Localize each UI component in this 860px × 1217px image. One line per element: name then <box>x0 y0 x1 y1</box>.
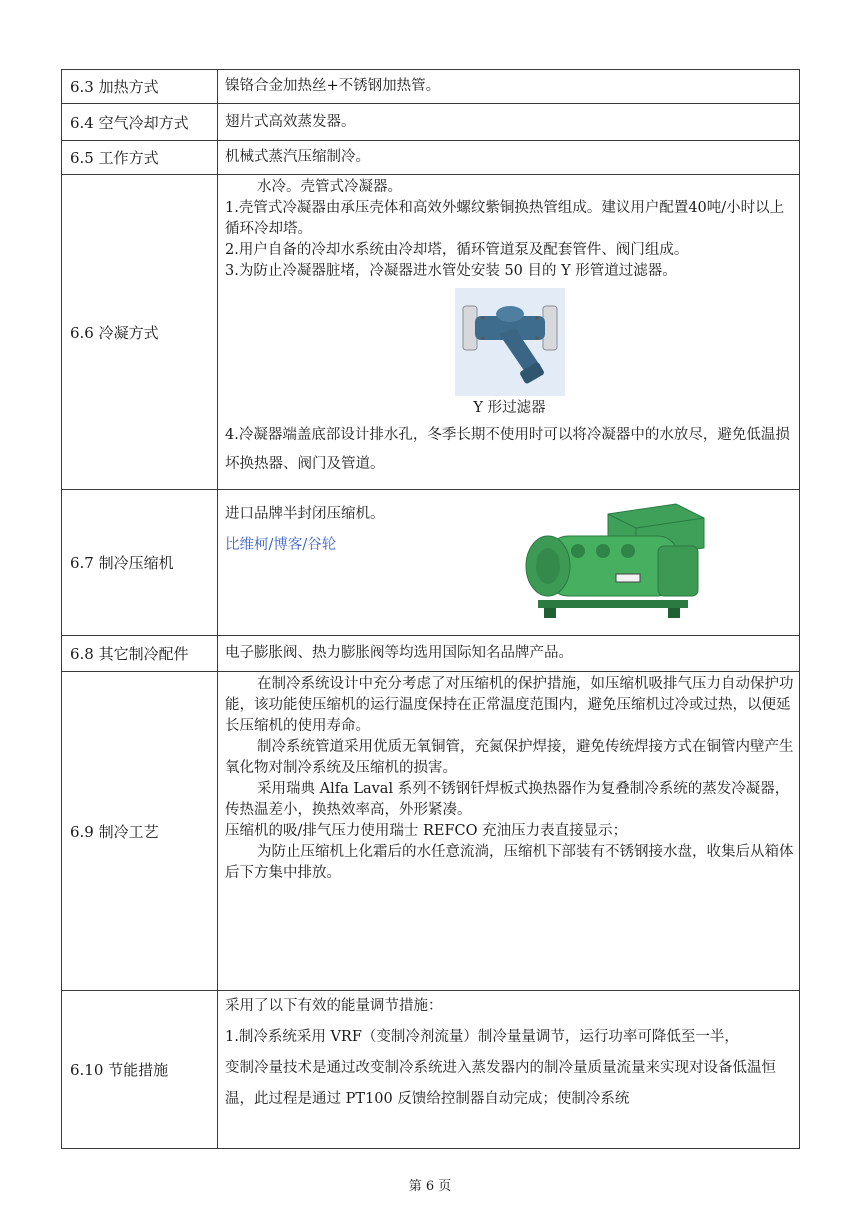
process-para-4: 压缩机的吸/排气压力使用瑞士 REFCO 充油压力表直接显示； <box>225 823 628 839</box>
compressor-photo <box>508 496 726 624</box>
condense-item-4: 4.冷凝器端盖底部设计排水孔，冬季长期不使用时可以将冷凝器中的水放尽，避免低温损坏换热器、阀门及管道。 <box>225 427 790 472</box>
row-6-10 <box>62 991 800 1149</box>
energy-intro: 采用了以下有效的能量调节措施： <box>225 998 443 1014</box>
energy-item-1: 1.制冷系统采用 VRF（变制冷剂流量）制冷量量调节，运行功率可降低至一半， <box>225 1029 739 1045</box>
row-6-9 <box>62 672 800 991</box>
spec-table <box>61 69 800 1149</box>
row-content: 机械式蒸汽压缩制冷。 <box>218 141 800 175</box>
condense-item-2: 2.用户自备的冷却水系统由冷却塔，循环管道泵及配套管件、阀门组成。 <box>225 242 689 258</box>
row-content: 电子膨胀阀、热力膨胀阀等均选用国际知名品牌产品。 <box>218 636 800 672</box>
row-6-4 <box>62 104 800 141</box>
y-strainer-photo <box>455 288 565 396</box>
row-6-6 <box>62 175 800 490</box>
row-label: 6.3 加热方式 <box>62 70 218 104</box>
row-label: 6.7 制冷压缩机 <box>62 490 218 636</box>
row-content <box>218 175 800 490</box>
energy-item-2: 变制冷量技术是通过改变制冷系统进入蒸发器内的制冷量质量流量来实现对设备低温恒温，此过程是通过 PT100 反馈给控制器自动完成；使制冷系统 <box>225 1060 776 1107</box>
row-content <box>218 991 800 1149</box>
page-number: 第 6 页 <box>408 1179 452 1194</box>
row-label: 6.6 冷凝方式 <box>62 175 218 490</box>
row-content <box>218 490 800 636</box>
row-label: 6.10 节能措施 <box>62 991 218 1149</box>
row-label: 6.5 工作方式 <box>62 141 218 175</box>
process-para-5: 为防止压缩机上化霜后的水任意流淌，压缩机下部装有不锈钢接水盘，收集后从箱体后下方集中排放。 <box>225 844 794 881</box>
row-content: 镍铬合金加热丝+不锈钢加热管。 <box>218 70 800 104</box>
row-label: 6.8 其它制冷配件 <box>62 636 218 672</box>
row-content: 翅片式高效蒸发器。 <box>218 104 800 141</box>
condense-item-1: 1.壳管式冷凝器由承压壳体和高效外螺纹紫铜换热管组成。建议用户配置40吨/小时以上循环冷却塔。 <box>225 200 785 237</box>
row-label: 6.9 制冷工艺 <box>62 672 218 991</box>
process-para-2: 制冷系统管道采用优质无氧铜管，充氮保护焊接，避免传统焊接方式在铜管内壁产生氧化物对制冷系统及压缩机的损害。 <box>225 739 794 776</box>
process-para-1: 在制冷系统设计中充分考虑了对压缩机的保护措施，如压缩机吸排气压力自动保护功能，该功能使压缩机的运行温度保持在正常温度范围内，避免压缩机过冷或过热，以便延长压缩机的使用寿命。 <box>225 676 794 734</box>
process-para-3: 采用瑞典 Alfa Laval 系列不锈钢钎焊板式换热器作为复叠制冷系统的蒸发冷凝器，传热温差小，换热效率高，外形紧凑。 <box>225 781 790 818</box>
row-6-7 <box>62 490 800 636</box>
filter-figure <box>225 288 794 419</box>
row-label: 6.4 空气冷却方式 <box>62 104 218 141</box>
compressor-brands: 比维柯/博客/谷轮 <box>225 537 337 553</box>
row-6-5 <box>62 141 800 175</box>
row-6-3 <box>62 70 800 104</box>
row-content <box>218 672 800 991</box>
compressor-desc: 进口品牌半封闭压缩机。 <box>225 506 385 522</box>
condense-item-3: 3.为防止冷凝器脏堵，冷凝器进水管处安装 50 目的 Y 形管道过滤器。 <box>225 263 677 279</box>
condense-intro: 水冷。壳管式冷凝器。 <box>257 179 402 195</box>
filter-caption: Y 形过滤器 <box>473 400 546 416</box>
row-6-8 <box>62 636 800 672</box>
